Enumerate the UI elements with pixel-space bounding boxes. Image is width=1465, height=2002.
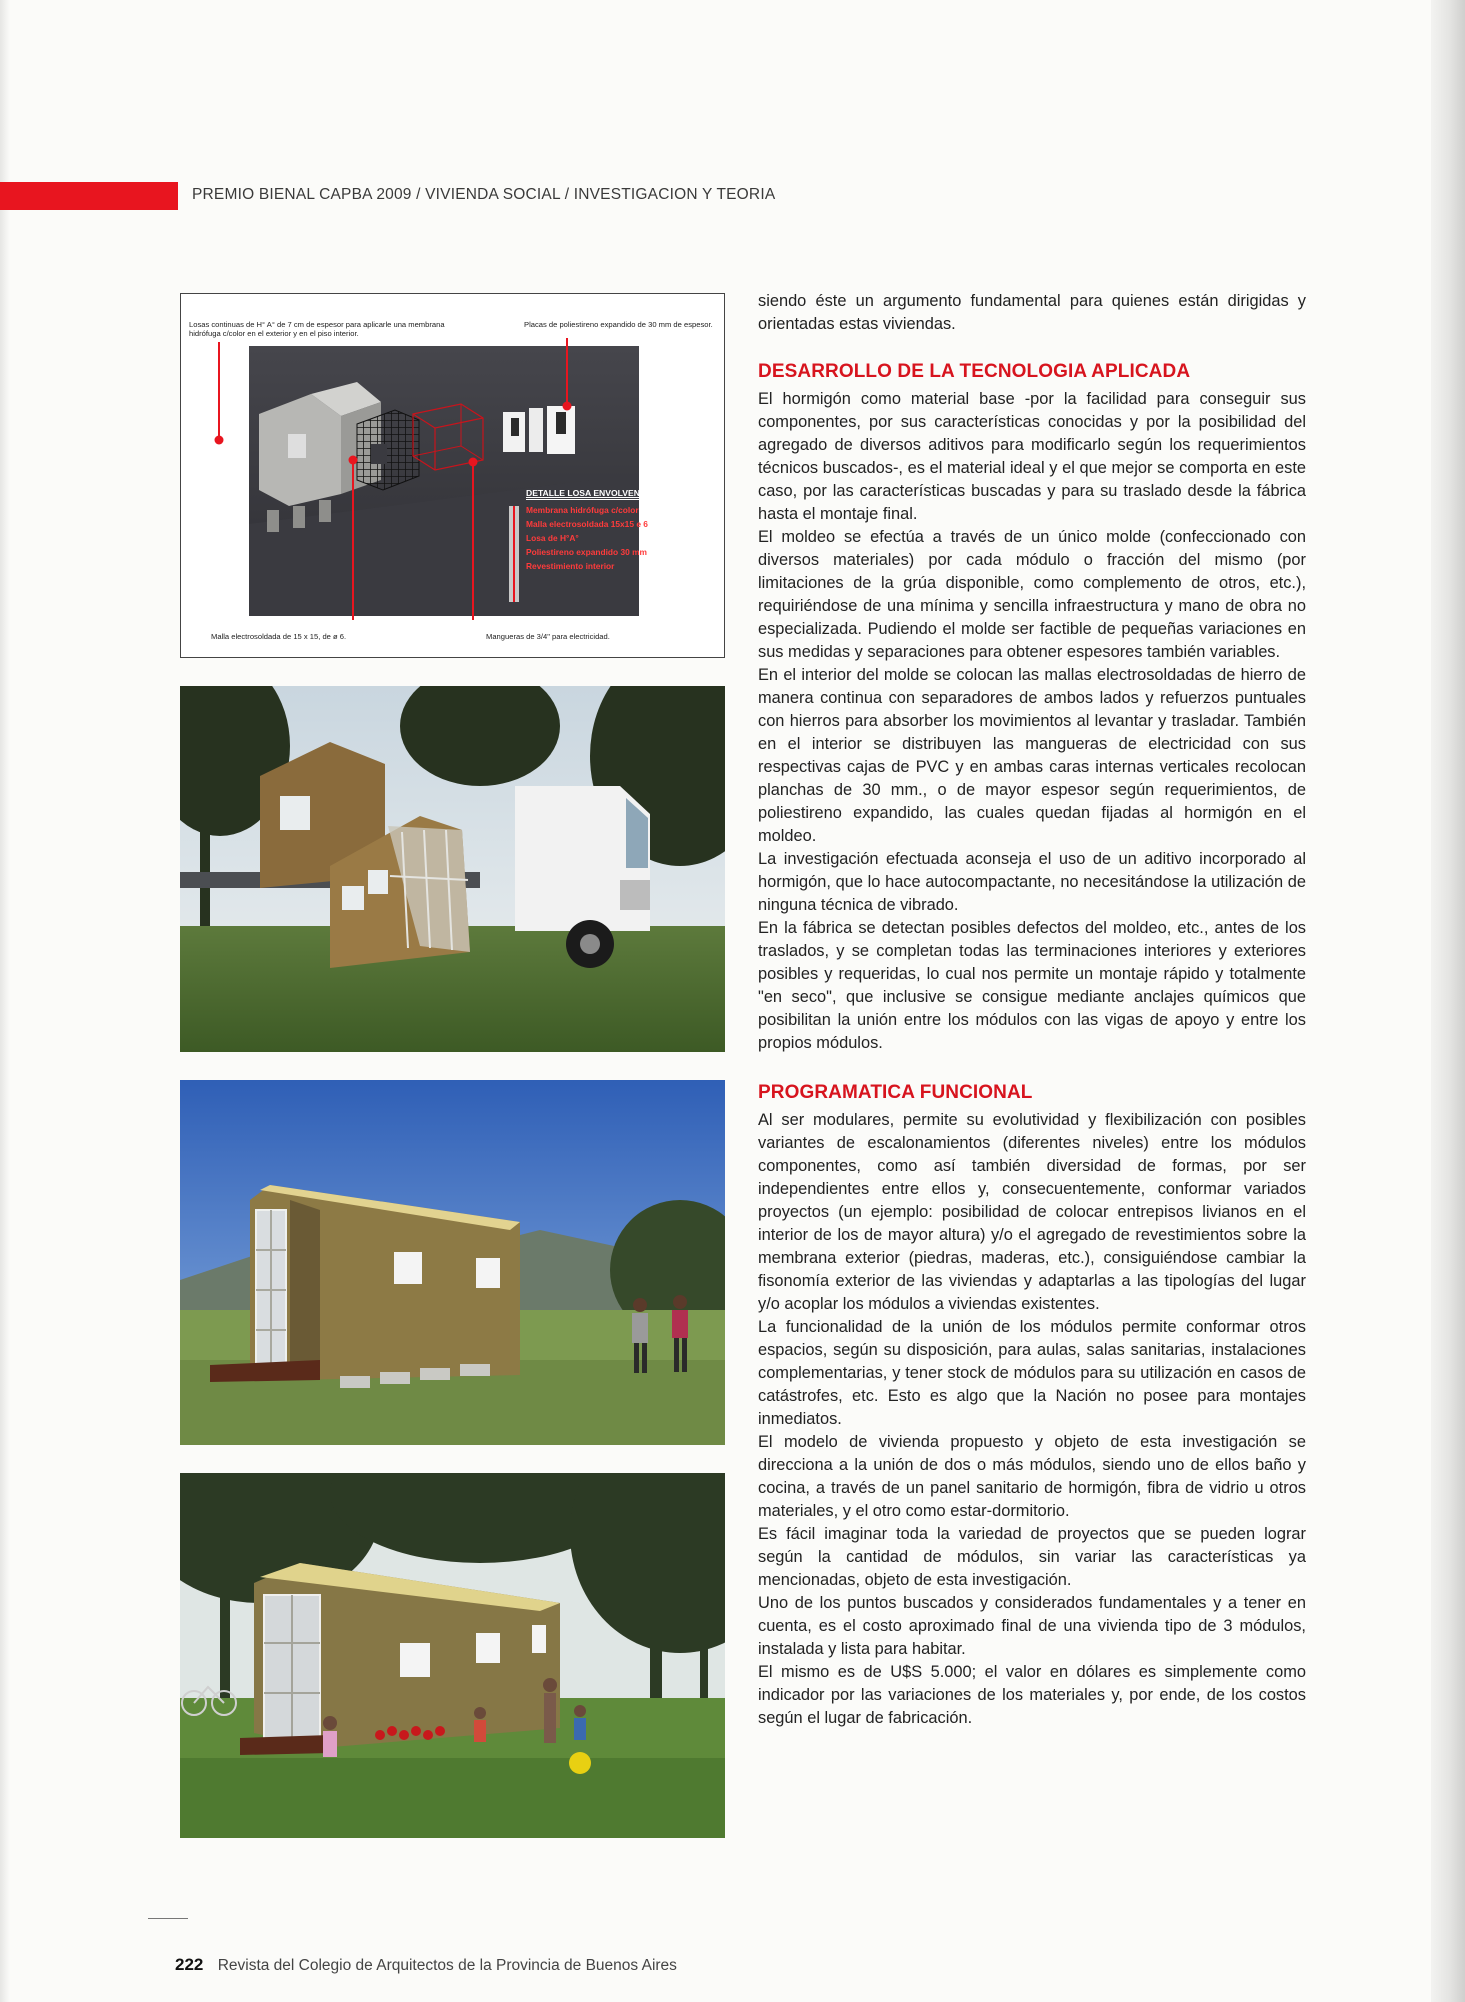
construction-diagram bbox=[180, 293, 725, 658]
diagram-label-slabs: Losas continuas de H° A° de 7 cm de espesor para aplicarle una membrana hidrófuga c/color en el exterior y en el piso interior. bbox=[189, 320, 445, 338]
slab-detail-item: Malla electrosoldada 15x15 e 6 bbox=[526, 519, 648, 529]
body-paragraph: La investigación efectuada aconseja el uso de un aditivo incorporado al hormigón, que lo hace autocompactante, no necesitándose la utilización de ninguna técnica de vibrado. bbox=[758, 850, 1306, 914]
body-paragraph: En la fábrica se detectan posibles defectos del moldeo, etc., antes de los traslados, y se completan todas las terminaciones interiores y exteriores posibles y requeridas, lo cual nos permite un montaje rápido y totalmente "en seco", que inclusive se consigue mediante anclajes químicos que posibilitan la unión entre los módulos con las vigas de apoyo y entre los propios módulos. bbox=[758, 919, 1306, 1052]
render-module-forest bbox=[180, 1473, 725, 1838]
article-body bbox=[758, 290, 1306, 1730]
page-gutter-shadow bbox=[0, 0, 10, 2002]
section-heading-technology: DESARROLLO DE LA TECNOLOGIA APLICADA bbox=[758, 361, 1191, 382]
body-paragraph: El moldeo se efectúa a través de un único molde (confeccionado con diversos materiales) por cada módulo o fracción del mismo (por limitaciones de la grúa disponible, como complemento de otros, etc.), requiriéndose de una mínima y sencilla infraestructura y mano de obra no especializada. Pudiendo el molde ser factible de pequeñas variaciones en sus medidas y separaciones para obtener espesores también variables. bbox=[758, 528, 1306, 661]
publication-name: Revista del Colegio de Arquitectos de la Provincia de Buenos Aires bbox=[217, 1957, 677, 1974]
body-paragraph: El modelo de vivienda propuesto y objeto de esta investigación se direcciona a la unión de dos o más módulos, siendo uno de ellos baño y cocina, a través de un panel sanitario de hormigón, fibra de vidrio u otros materiales, y el otro como estar-dormitorio. bbox=[758, 1433, 1306, 1520]
body-paragraph: Uno de los puntos buscados y considerados fundamentales y a tener en cuenta, es el costo aproximado final de una vivienda tipo de 3 módulos, instalada y lista para habitar. bbox=[758, 1594, 1306, 1658]
page-number: 222 bbox=[175, 1955, 204, 1974]
slab-detail-item: Revestimiento interior bbox=[526, 561, 615, 571]
diagram-label-polystyrene: Placas de poliestireno expandido de 30 mm de espesor. bbox=[524, 320, 713, 329]
slab-detail-item: Membrana hidrófuga c/color bbox=[526, 505, 639, 515]
section-color-bar bbox=[0, 182, 178, 210]
slab-detail-item: Poliestireno expandido 30 mm bbox=[526, 547, 648, 557]
body-paragraph: La funcionalidad de la unión de los módulos permite conformar otros espacios, según su disposición, para aulas, salas sanitarias, instalaciones complementarias, y tener stock de módulos para su utilización en casos de catástrofes, etc. Esto es algo que la Nación no posee para montajes inmediatos. bbox=[758, 1318, 1306, 1428]
body-paragraph: El mismo es de U$S 5.000; el valor en dólares es simplemente como indicador por las variaciones de los materiales y, por ende, de los costos según el lugar de fabricación. bbox=[758, 1663, 1306, 1727]
intro-paragraph: siendo éste un argumento fundamental para quienes están dirigidas y orientadas estas viviendas. bbox=[758, 292, 1306, 333]
body-paragraph: Al ser modulares, permite su evolutividad y flexibilización con posibles variantes de escalonamientos (diferentes niveles) entre los módulos componentes, como así también diversidad de formas, por ser independientes entre ellos y, consecuentemente, conformar variados proyectos (un ejemplo: posibilidad de colocar entrepisos livianos en el interior de los de mayor altura) y/o el agregado de revestimientos sobre la membrana exterior (piedras, maderas, etc.), consiguiéndose cambiar la fisonomía exterior de las viviendas y adaptarlas a las tipologías del lugar y/o acoplar los módulos a viviendas existentes. bbox=[758, 1111, 1306, 1313]
render-truck-transport bbox=[180, 686, 725, 1052]
body-paragraph: Es fácil imaginar toda la variedad de proyectos que se pueden lograr según la cantidad de módulos, sin variar las características ya mencionadas, objeto de esta investigación. bbox=[758, 1525, 1306, 1589]
render-module-landscape bbox=[180, 1080, 725, 1445]
footer-rule bbox=[148, 1918, 188, 1919]
slab-detail-title: DETALLE LOSA ENVOLVENTE bbox=[526, 488, 686, 500]
slab-detail-callout bbox=[526, 488, 686, 573]
running-head: PREMIO BIENAL CAPBA 2009 / VIVIENDA SOCIAL / INVESTIGACION Y TEORIA bbox=[192, 186, 776, 203]
section-heading-program: PROGRAMATICA FUNCIONAL bbox=[758, 1082, 1033, 1103]
diagram-render bbox=[181, 294, 725, 658]
page-edge-shadow bbox=[1431, 0, 1465, 2002]
body-paragraph: El hormigón como material base -por la facilidad para conseguir sus componentes, por sus características conocidas y por la posibilidad del agregado de diversos aditivos para modificarlo según los requerimientos técnicos buscados-, es el material ideal y el que mejor se comporta en este caso, por las características buscadas y para su traslado desde la fábrica hasta el montaje final. bbox=[758, 390, 1306, 523]
diagram-label-mesh: Malla electrosoldada de 15 x 15, de ø 6. bbox=[211, 632, 347, 641]
body-paragraph: En el interior del molde se colocan las mallas electrosoldadas de hierro de manera continua con separadores de ambos lados y refuerzos puntuales con hierros para absorber los movimientos al levantar y trasladar. También en el interior se distribuyen las mangueras de electricidad con sus respectivas cajas de PVC y en ambas caras internas verticales recolocan planchas de 30 mm., o de mayor espesor según requerimientos, de poliestireno expandido, las cuales quedan fijadas al hormigón en el moldeo. bbox=[758, 666, 1306, 845]
diagram-label-hoses: Mangueras de 3/4" para electricidad. bbox=[486, 632, 610, 641]
page-footer bbox=[175, 1955, 677, 1975]
slab-detail-item: Losa de H°A° bbox=[526, 533, 579, 543]
